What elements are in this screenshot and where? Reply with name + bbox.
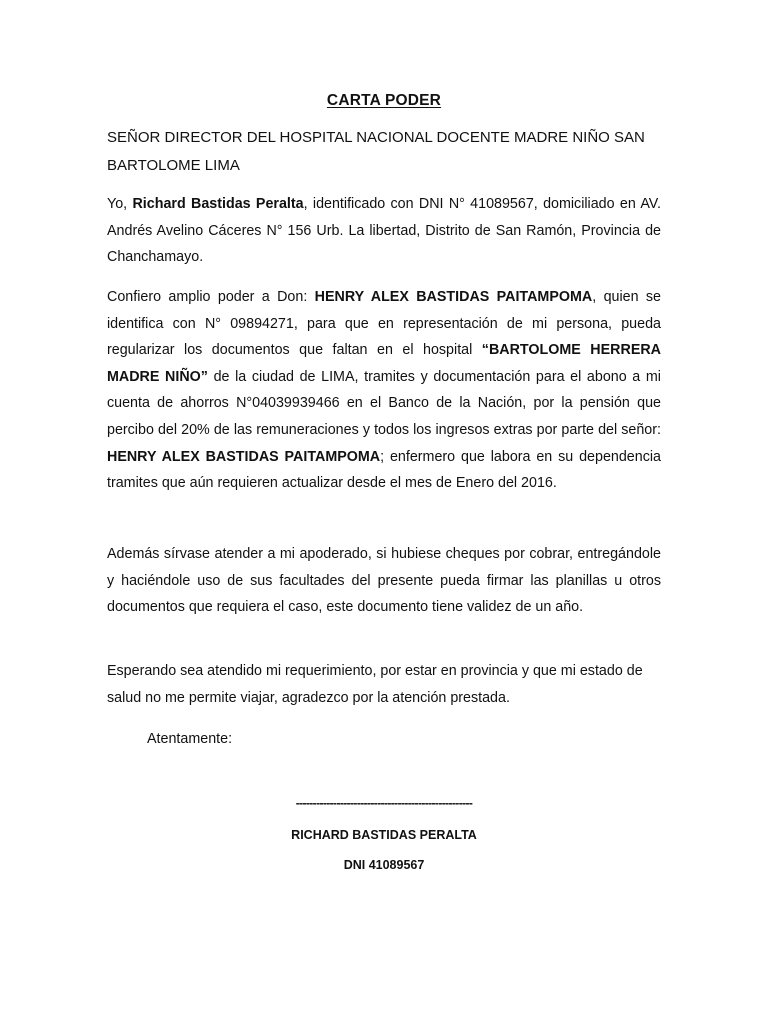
text-run: Yo, (107, 196, 133, 212)
signer-dni: DNI 41089567 (343, 858, 425, 872)
paragraph-power-grant (107, 284, 661, 497)
attorney-name-repeat: HENRY ALEX BASTIDAS PAITAMPOMA (107, 448, 381, 465)
paragraph-request: Esperando sea atendido mi requerimiento, por estar en provincia y que mi estado de salud no me permite viajar, agradezco por la atención prestada. (107, 663, 643, 706)
text-run: , quien se identifica con N° 09894271, para que en representación de mi persona, pueda regularizar los documentos que faltan en el hospital (107, 289, 662, 359)
text-run: Confiero amplio poder a Don: (107, 289, 315, 305)
signer-name: RICHARD BASTIDAS PERALTA (291, 828, 477, 842)
hospital-name: “BARTOLOME HERRERA MADRE NIÑO” (107, 342, 662, 385)
text-run: ; enfermero que labora en su dependencia tramites que aún requieren actualizar desde el mes de Enero del 2016. (107, 448, 661, 492)
document-title: CARTA PODER (326, 92, 442, 109)
text-run: , identificado con DNI N° 41089567, domiciliado en AV. Andrés Avelino Cáceres N° 156 Urb. La libertad, Distrito de San Ramón, Provincia de Chanchamayo. (107, 196, 661, 266)
paragraph-additional-powers: Además sírvase atender a mi apoderado, si hubiese cheques por cobrar, entregándole y haciéndole uso de sus facultades del presente pueda firmar las planillas u otros documentos que requiera el caso, este documento tiene validez de un año. (107, 546, 661, 616)
signature-line: ---------------------------------------------------- (295, 796, 473, 810)
closing: Atentamente: (147, 731, 233, 747)
attorney-name: HENRY ALEX BASTIDAS PAITAMPOMA (314, 289, 593, 305)
addressee: SEÑOR DIRECTOR DEL HOSPITAL NACIONAL DOCENTE MADRE NIÑO SAN BARTOLOME LIMA (107, 129, 645, 174)
paragraph-grantor (107, 191, 661, 271)
text-run: de la ciudad de LIMA, tramites y documentación para el abono a mi cuenta de ahorros N°04039939466 en el Banco de la Nación, por la pensión que percibo del 20% de las remuneraciones y todos los ingresos extras por parte del señor: (107, 368, 661, 438)
grantor-name: Richard Bastidas Peralta (132, 196, 304, 212)
